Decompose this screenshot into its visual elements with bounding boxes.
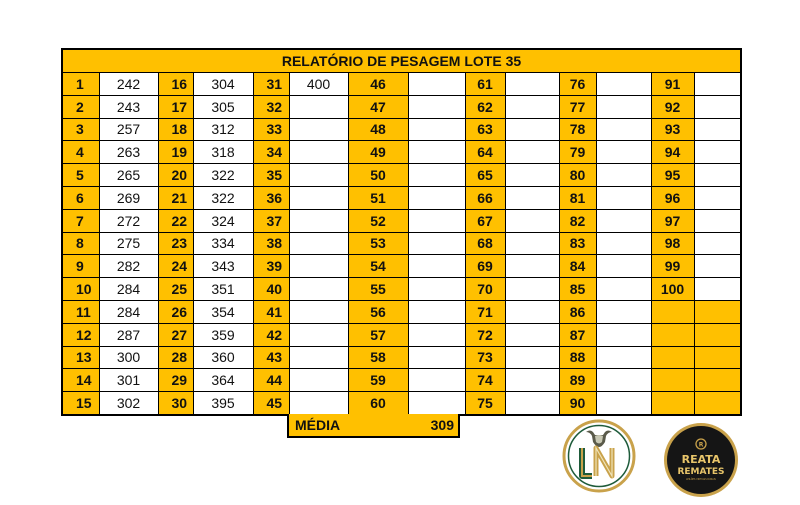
weight-cell [505,255,559,278]
animal-number: 61 [465,73,505,95]
animal-number: 14 [63,369,99,392]
weight-cell: 304 [193,73,253,95]
animal-number: 65 [465,164,505,187]
animal-number: 39 [253,255,289,278]
animal-number: 10 [63,278,99,301]
animal-number: 5 [63,164,99,187]
weight-cell [505,232,559,255]
weight-cell [408,255,465,278]
weight-cell: 269 [99,186,158,209]
animal-number: 35 [253,164,289,187]
weight-cell: 322 [193,186,253,209]
animal-number: 83 [559,232,596,255]
animal-number: 66 [465,186,505,209]
weight-cell [289,164,348,187]
animal-number: 97 [651,209,694,232]
weight-cell [408,141,465,164]
animal-number: 19 [158,141,193,164]
animal-number: 69 [465,255,505,278]
weight-cell [596,323,651,346]
weight-cell [505,209,559,232]
weight-cell: 284 [99,278,158,301]
table-row [63,141,740,164]
animal-number: 73 [465,346,505,369]
weight-cell: 322 [193,164,253,187]
weight-cell: 324 [193,209,253,232]
animal-number: 21 [158,186,193,209]
blank-cell [651,300,694,323]
animal-number: 37 [253,209,289,232]
animal-number: 9 [63,255,99,278]
weight-cell [289,369,348,392]
table-row [63,300,740,323]
animal-number: 64 [465,141,505,164]
weight-cell [289,186,348,209]
animal-number: 44 [253,369,289,392]
weight-cell [694,164,740,187]
weight-cell [289,141,348,164]
weight-cell: 272 [99,209,158,232]
animal-number: 79 [559,141,596,164]
animal-number: 16 [158,73,193,95]
weight-cell [408,369,465,392]
animal-number: 20 [158,164,193,187]
animal-number: 56 [348,300,408,323]
weight-cell [505,369,559,392]
weight-cell: 400 [289,73,348,95]
animal-number: 33 [253,118,289,141]
animal-number: 58 [348,346,408,369]
weight-cell: 305 [193,95,253,118]
weight-cell: 343 [193,255,253,278]
animal-number: 48 [348,118,408,141]
weight-cell [694,392,740,414]
weight-cell [505,95,559,118]
animal-number: 27 [158,323,193,346]
animal-number: 84 [559,255,596,278]
animal-number: 2 [63,95,99,118]
weight-cell [505,323,559,346]
weight-cell: 263 [99,141,158,164]
weight-cell [505,392,559,414]
animal-number: 72 [465,323,505,346]
weight-cell [408,392,465,414]
animal-number: 59 [348,369,408,392]
weight-cell [289,346,348,369]
animal-number: 42 [253,323,289,346]
weight-cell: 242 [99,73,158,95]
weight-cell [289,278,348,301]
animal-number: 3 [63,118,99,141]
reata-tagline: LEILÕES VIRTUAIS RURAIS [686,478,716,481]
animal-number: 47 [348,95,408,118]
weight-cell [596,232,651,255]
animal-number: 8 [63,232,99,255]
weight-cell [408,300,465,323]
animal-number: 57 [348,323,408,346]
weight-cell [694,73,740,95]
weight-cell [505,141,559,164]
weight-cell: 282 [99,255,158,278]
animal-number: 60 [348,392,408,414]
animal-number: 74 [465,369,505,392]
weight-cell [596,369,651,392]
animal-number: 38 [253,232,289,255]
table-row [63,346,740,369]
weight-cell [505,164,559,187]
table-row [63,73,740,95]
animal-number: 78 [559,118,596,141]
weight-cell [694,118,740,141]
animal-number: 85 [559,278,596,301]
weight-cell [505,73,559,95]
weight-cell [289,95,348,118]
animal-number: 54 [348,255,408,278]
animal-number: 36 [253,186,289,209]
animal-number: 77 [559,95,596,118]
table-row [63,95,740,118]
animal-number: 88 [559,346,596,369]
weight-cell [596,346,651,369]
animal-number: 100 [651,278,694,301]
reata-line1: REATA [681,453,721,466]
weight-cell [694,141,740,164]
reata-remates-logo [663,422,739,498]
animal-number: 32 [253,95,289,118]
blank-cell [651,323,694,346]
table-row [63,118,740,141]
animal-number: 70 [465,278,505,301]
weight-cell: 395 [193,392,253,414]
weight-cell: 287 [99,323,158,346]
animal-number: 87 [559,323,596,346]
weight-cell: 334 [193,232,253,255]
animal-number: 96 [651,186,694,209]
weight-cell [289,118,348,141]
weight-cell: 284 [99,300,158,323]
animal-number: 28 [158,346,193,369]
animal-number: 95 [651,164,694,187]
weight-cell [596,186,651,209]
weight-cell [289,209,348,232]
ln-logo [562,418,636,494]
animal-number: 49 [348,141,408,164]
weight-cell [596,392,651,414]
animal-number: 50 [348,164,408,187]
weight-cell [505,300,559,323]
animal-number: 6 [63,186,99,209]
animal-number: 67 [465,209,505,232]
animal-number: 51 [348,186,408,209]
weight-cell [694,186,740,209]
animal-number: 46 [348,73,408,95]
animal-number: 71 [465,300,505,323]
animal-number: 93 [651,118,694,141]
animal-number: 86 [559,300,596,323]
animal-number: 52 [348,209,408,232]
weight-cell: 318 [193,141,253,164]
svg-text:R: R [698,441,704,449]
weight-cell [408,118,465,141]
weight-cell [694,278,740,301]
weight-cell: 275 [99,232,158,255]
weight-cell [694,300,740,323]
blank-cell [651,369,694,392]
animal-number: 25 [158,278,193,301]
table-row [63,278,740,301]
weight-cell [408,73,465,95]
animal-number: 22 [158,209,193,232]
weight-cell [408,164,465,187]
average-label: MÉDIA [295,417,341,433]
weight-cell: 364 [193,369,253,392]
weight-cell [694,95,740,118]
report-title: RELATÓRIO DE PESAGEM LOTE 35 [63,50,740,73]
animal-number: 4 [63,141,99,164]
weight-cell: 302 [99,392,158,414]
animal-number: 53 [348,232,408,255]
weight-cell [694,369,740,392]
animal-number: 63 [465,118,505,141]
weight-cell [505,186,559,209]
average-value: 309 [430,417,454,433]
reata-line2: REMATES [677,467,725,477]
table-row [63,323,740,346]
weight-cell [694,346,740,369]
weight-cell: 243 [99,95,158,118]
animal-number: 34 [253,141,289,164]
animal-number: 15 [63,392,99,414]
weight-cell: 301 [99,369,158,392]
animal-number: 30 [158,392,193,414]
weight-cell [408,186,465,209]
animal-number: 43 [253,346,289,369]
animal-number: 80 [559,164,596,187]
weight-cell: 312 [193,118,253,141]
weight-cell [596,278,651,301]
weight-cell [289,392,348,414]
weights-table [63,73,740,414]
weight-cell [408,323,465,346]
blank-cell [651,392,694,414]
weight-cell [408,346,465,369]
animal-number: 68 [465,232,505,255]
weighing-report [61,48,742,416]
table-row [63,392,740,414]
animal-number: 23 [158,232,193,255]
weight-cell [408,209,465,232]
weight-cell [694,323,740,346]
weight-cell [289,232,348,255]
animal-number: 91 [651,73,694,95]
table-row [63,232,740,255]
weight-cell [596,141,651,164]
animal-number: 92 [651,95,694,118]
average-row [287,414,460,438]
animal-number: 18 [158,118,193,141]
animal-number: 55 [348,278,408,301]
table-row [63,209,740,232]
weight-cell [408,95,465,118]
weight-cell [505,278,559,301]
animal-number: 98 [651,232,694,255]
animal-number: 13 [63,346,99,369]
animal-number: 31 [253,73,289,95]
animal-number: 1 [63,73,99,95]
weight-cell [505,346,559,369]
weight-cell [505,118,559,141]
weight-cell [408,278,465,301]
weight-cell: 359 [193,323,253,346]
animal-number: 11 [63,300,99,323]
animal-number: 81 [559,186,596,209]
animal-number: 99 [651,255,694,278]
weight-cell [694,232,740,255]
weight-cell: 257 [99,118,158,141]
weight-cell [694,255,740,278]
weight-cell [596,95,651,118]
weight-cell [596,164,651,187]
weight-cell [289,323,348,346]
animal-number: 76 [559,73,596,95]
weight-cell [408,232,465,255]
animal-number: 45 [253,392,289,414]
weight-cell [596,255,651,278]
animal-number: 89 [559,369,596,392]
animal-number: 62 [465,95,505,118]
weight-cell [596,73,651,95]
weight-cell [596,300,651,323]
animal-number: 7 [63,209,99,232]
animal-number: 12 [63,323,99,346]
weight-cell: 300 [99,346,158,369]
weight-cell: 265 [99,164,158,187]
animal-number: 90 [559,392,596,414]
animal-number: 94 [651,141,694,164]
weight-cell [694,209,740,232]
weight-cell [289,255,348,278]
table-row [63,186,740,209]
weight-cell: 351 [193,278,253,301]
weight-cell [596,118,651,141]
animal-number: 17 [158,95,193,118]
animal-number: 29 [158,369,193,392]
animal-number: 75 [465,392,505,414]
animal-number: 26 [158,300,193,323]
weight-cell: 360 [193,346,253,369]
table-row [63,369,740,392]
blank-cell [651,346,694,369]
animal-number: 24 [158,255,193,278]
weight-cell [596,209,651,232]
table-row [63,255,740,278]
animal-number: 82 [559,209,596,232]
animal-number: 40 [253,278,289,301]
animal-number: 41 [253,300,289,323]
table-row [63,164,740,187]
weight-cell: 354 [193,300,253,323]
weight-cell [289,300,348,323]
